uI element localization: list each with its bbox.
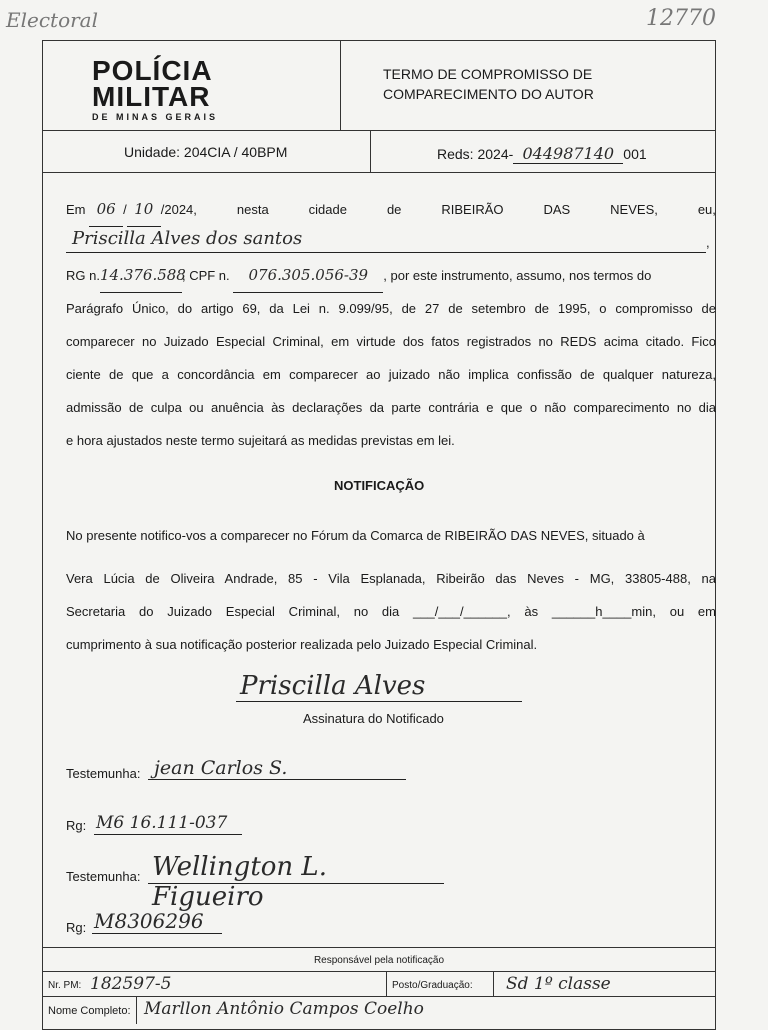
posto-label: Posto/Graduação:	[392, 980, 473, 991]
logo-line-policia: POLÍCIA	[92, 55, 213, 86]
notification-line-2: Vera Lúcia de Oliveira Andrade, 85 - Vila Esplanada, Ribeirão das Neves - MG, 33805-488, na	[66, 571, 716, 586]
logo-line-militar: MILITAR	[92, 81, 211, 112]
nr-pm-value: 182597-5	[90, 974, 172, 994]
text-em: Em	[66, 202, 86, 217]
word-nesta: nesta	[236, 202, 269, 217]
footer-row2-border	[42, 996, 716, 997]
word-cidade: cidade	[308, 202, 347, 217]
commitment-paragraph	[66, 193, 716, 457]
word-de: de	[386, 202, 402, 217]
rg-cpf-line	[66, 259, 716, 292]
witness-1-rg-value: M6 16.111-037	[94, 813, 242, 835]
witness-2-rg-label: Rg:	[66, 920, 87, 935]
notification-line-4: cumprimento à sua notificação posterior realizada pelo Juizado Especial Criminal.	[66, 637, 538, 652]
reds-suffix: 001	[623, 146, 647, 162]
header-vertical-divider	[340, 40, 341, 130]
rg-value: 14.376.588	[100, 259, 182, 293]
unidade-label: Unidade: 204CIA / 40BPM	[124, 144, 288, 160]
date-line	[66, 193, 716, 226]
word-neves: NEVES,	[610, 202, 658, 217]
unit-vertical-divider	[370, 130, 371, 172]
form-title-line2: COMPARECIMENTO DO AUTOR	[383, 86, 594, 102]
paragraph-line-5: comparecer no Juizado Especial Criminal, em virtude dos fatos registrados no REDS acima citado. Fico	[66, 334, 716, 349]
witness-1-rg-label: Rg:	[66, 818, 87, 833]
nome-completo-label: Nome Completo:	[48, 1005, 131, 1017]
word-ribeirao: RIBEIRÃO	[441, 202, 504, 217]
cpf-label: , CPF n.	[181, 268, 230, 283]
name-line	[66, 226, 716, 259]
name-comma: ,	[706, 235, 710, 250]
date-sep: /	[123, 202, 127, 217]
footer-row1-border	[42, 971, 716, 972]
footer-vertical-1	[386, 971, 387, 996]
annotation-top-right: 12770	[646, 6, 716, 31]
paragraph-line-6: ciente de que a concordância em comparecer ao juizado não implica confissão de qualquer natureza,	[66, 367, 716, 382]
rg-line-rest: , por este instrumento, assumo, nos termos do	[383, 268, 652, 283]
cpf-value: 076.305.056-39	[233, 259, 383, 293]
form-title	[383, 64, 594, 104]
paragraph-line-4: Parágrafo Único, do artigo 69, da Lei n. 9.099/95, de 27 de setembro de 1995, o compromisso de	[66, 301, 716, 316]
word-das: DAS	[543, 202, 571, 217]
notification-line-3: Secretaria do Juizado Especial Criminal, no dia ___/___/______, às ______h____min, ou em	[66, 604, 716, 619]
logo-line-minas: DE MINAS GERAIS	[92, 112, 219, 122]
pmmg-logo	[92, 55, 219, 122]
notified-signature: Priscilla Alves	[236, 672, 522, 702]
reds-number	[437, 144, 647, 164]
reds-prefix: Reds: 2024-	[437, 146, 514, 162]
notification-heading: NOTIFICAÇÃO	[334, 478, 425, 493]
unit-row-divider	[42, 172, 716, 173]
paragraph-line-7: admissão de culpa ou anuência às declarações da parte contrária e que o não comparecimento no dia	[66, 400, 716, 415]
annotation-top-left: Electoral	[6, 8, 98, 32]
posto-value: Sd 1º classe	[506, 974, 611, 994]
reds-handwritten: 044987140	[513, 144, 623, 164]
signature-label: Assinatura do Notificado	[303, 711, 444, 726]
footer-vertical-3	[136, 996, 137, 1024]
notification-paragraph	[66, 562, 716, 661]
footer-vertical-2	[493, 971, 494, 996]
day-value: 06	[89, 193, 123, 227]
witness-2-label: Testemunha:	[66, 869, 141, 884]
witness-2-rg-value: M8306296	[92, 910, 222, 934]
month-value: 10	[127, 193, 161, 227]
form-title-line1: TERMO DE COMPROMISSO DE	[383, 66, 593, 82]
nome-completo-value: Marllon Antônio Campos Coelho	[144, 999, 424, 1019]
footer-top-border	[42, 947, 716, 948]
paragraph-line-8: e hora ajustados neste termo sujeitará as medidas previstas em lei.	[66, 433, 455, 448]
responsavel-label: Responsável pela notificação	[313, 955, 445, 966]
witness-1-label: Testemunha:	[66, 766, 141, 781]
declarant-name: Priscilla Alves dos santos	[66, 226, 706, 253]
year-text: /2024,	[160, 202, 197, 217]
header-divider	[42, 130, 716, 131]
notification-line-1: No presente notifico-vos a comparecer no Fórum da Comarca de RIBEIRÃO DAS NEVES, situado à	[66, 528, 645, 543]
witness-1-signature: jean Carlos S.	[148, 758, 406, 780]
nr-pm-label: Nr. PM:	[48, 980, 82, 991]
witness-2-signature: Wellington L. Figueiro	[148, 852, 444, 884]
rg-label: RG n.	[66, 268, 100, 283]
word-eu: eu,	[697, 202, 716, 217]
